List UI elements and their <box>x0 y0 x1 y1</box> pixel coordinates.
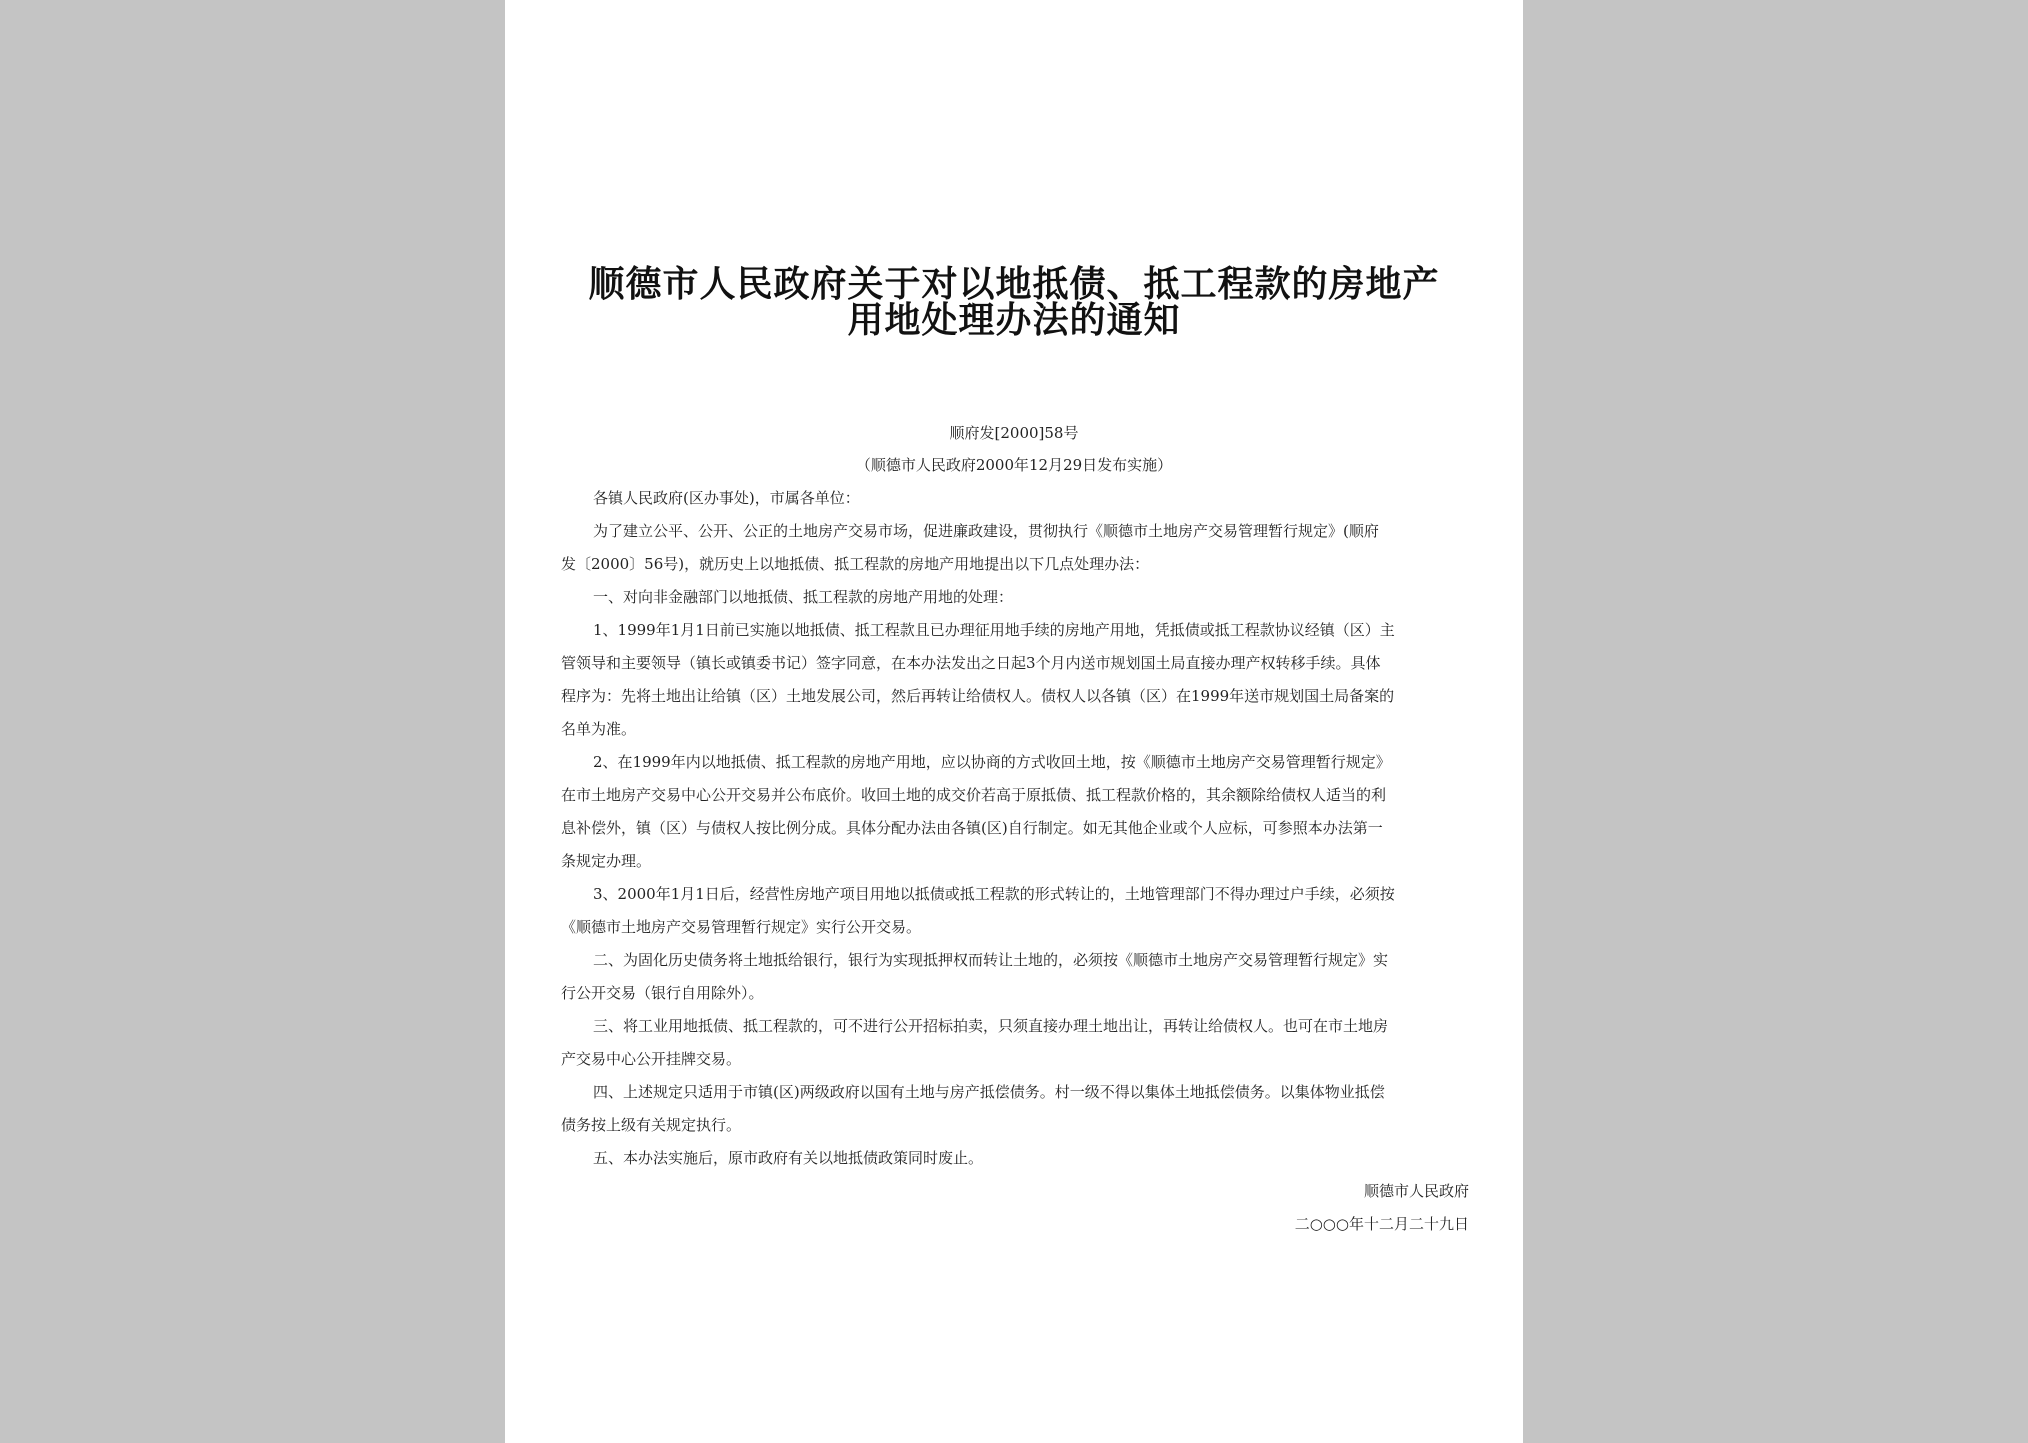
document-title-line-2: 用地处理办法的通知 <box>847 299 1181 341</box>
signature: 顺德市人民政府 <box>1363 1182 1469 1200</box>
document-title-line-1: 顺德市人民政府关于对以地抵债、抵工程款的房地产 <box>588 263 1440 305</box>
body-line: 条规定办理。 <box>561 852 652 870</box>
document-page <box>505 0 1523 1443</box>
body-line: 发〔2000〕56号)，就历史上以地抵债、抵工程款的房地产用地提出以下几点处理办法： <box>561 555 1150 573</box>
body-line: 产交易中心公开挂牌交易。 <box>561 1050 742 1068</box>
body-line: 3、2000年1月1日后，经营性房地产项目用地以抵债或抵工程款的形式转让的，土地管理部门不得办理过户手续，必须按 <box>593 885 1395 903</box>
issue-note: （顺德市人民政府2000年12月29日发布实施） <box>855 456 1173 474</box>
body-line: 为了建立公平、公开、公正的土地房产交易市场，促进廉政建设，贯彻执行《顺德市土地房产交易管理暂行规定》(顺府 <box>593 522 1379 540</box>
section-heading-4: 四、上述规定只适用于市镇(区)两级政府以国有土地与房产抵偿债务。村一级不得以集体土地抵偿债务。以集体物业抵偿 <box>593 1083 1385 1101</box>
body-line: 债务按上级有关规定执行。 <box>561 1116 742 1134</box>
body-line: 程序为：先将土地出让给镇（区）土地发展公司，然后再转让给债权人。债权人以各镇（区）在1999年送市规划国土局备案的 <box>561 687 1395 705</box>
addressee-line: 各镇人民政府(区办事处)，市属各单位： <box>593 489 860 507</box>
body-line: 息补偿外，镇（区）与债权人按比例分成。具体分配办法由各镇(区)自行制定。如无其他企业或个人应标，可参照本办法第一 <box>561 819 1383 837</box>
body-line: 《顺德市土地房产交易管理暂行规定》实行公开交易。 <box>561 918 922 936</box>
section-heading-3: 三、将工业用地抵债、抵工程款的，可不进行公开招标拍卖，只须直接办理土地出让，再转让给债权人。也可在市土地房 <box>593 1017 1389 1035</box>
body-line: 1、1999年1月1日前已实施以地抵债、抵工程款且已办理征用地手续的房地产用地，凭抵债或抵工程款协议经镇（区）主 <box>593 621 1395 639</box>
section-heading-2: 二、为固化历史债务将土地抵给银行，银行为实现抵押权而转让土地的，必须按《顺德市土地房产交易管理暂行规定》实 <box>593 951 1389 969</box>
body-line: 2、在1999年内以地抵债、抵工程款的房地产用地，应以协商的方式收回土地，按《顺德市土地房产交易管理暂行规定》 <box>593 753 1391 771</box>
body-line: 名单为准。 <box>561 720 637 738</box>
section-heading-1: 一、对向非金融部门以地抵债、抵工程款的房地产用地的处理： <box>593 588 1014 606</box>
section-heading-5: 五、本办法实施后，原市政府有关以地抵债政策同时废止。 <box>593 1149 984 1167</box>
document-number: 顺府发[2000]58号 <box>949 424 1079 442</box>
body-line: 管领导和主要领导（镇长或镇委书记）签字同意，在本办法发出之日起3个月内送市规划国土局直接办理产权转移手续。具体 <box>561 654 1381 672</box>
body-line: 在市土地房产交易中心公开交易并公布底价。收回土地的成交价若高于原抵债、抵工程款价格的，其余额除给债权人适当的利 <box>561 786 1387 804</box>
body-line: 行公开交易（银行自用除外）。 <box>561 984 764 1002</box>
signature-date: 二○○○年十二月二十九日 <box>1294 1215 1469 1233</box>
